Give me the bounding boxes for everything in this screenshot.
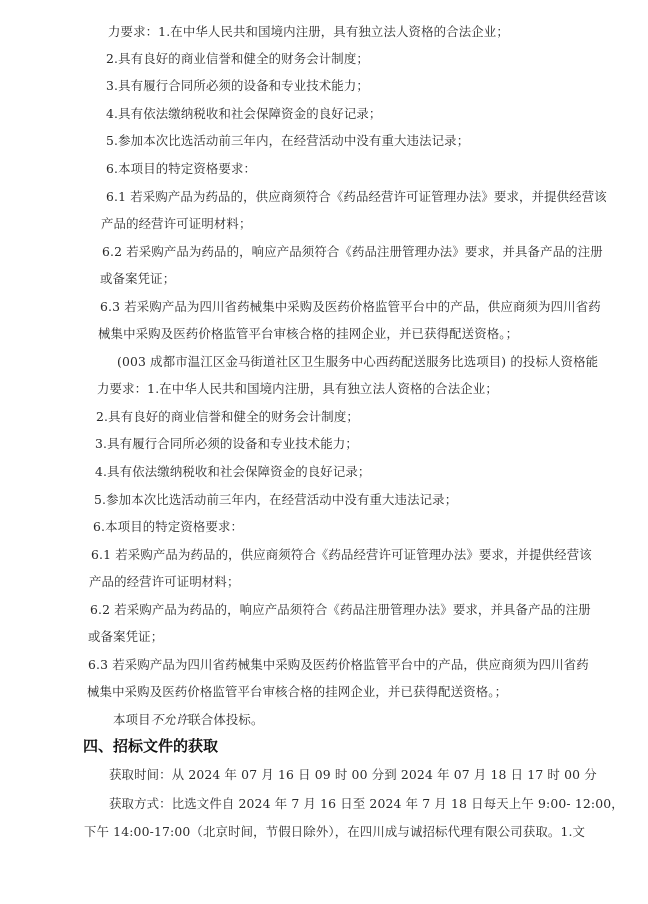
text-line: 6.2 若采购产品为药品的，响应产品须符合《药品注册管理办法》要求，并具备产品的注册 xyxy=(102,244,603,259)
consortium-suffix: 联合体投标。 xyxy=(188,712,264,727)
text-line: 3.具有履行合同所必须的设备和专业技术能力； xyxy=(106,78,369,93)
text-line: 2.具有良好的商业信誉和健全的财务会计制度； xyxy=(96,409,359,424)
text-line: 4.具有依法缴纳税收和社会保障资金的良好记录； xyxy=(106,106,382,121)
consortium-prefix: 本项目 xyxy=(113,712,151,727)
text-line: 产品的经营许可证明材料； xyxy=(89,574,240,589)
text-line: 6.3 若采购产品为四川省药械集中采购及医药价格监管平台中的产品，供应商须为四川省药 xyxy=(88,657,589,672)
text-line: 2.具有良好的商业信誉和健全的财务会计制度； xyxy=(106,51,369,66)
acquisition-time: 获取时间：从 2024 年 07 月 16 日 09 时 00 分到 2024 年 07 月 18 日 17 时 00 分 xyxy=(109,767,597,782)
text-line: 力要求：1.在中华人民共和国境内注册，具有独立法人资格的合法企业； xyxy=(97,381,498,396)
text-line: 产品的经营许可证明材料； xyxy=(101,216,252,231)
text-line: 5.参加本次比选活动前三年内，在经营活动中没有重大违法记录； xyxy=(106,133,470,148)
consortium-emphasis: 不允许 xyxy=(150,712,189,727)
text-line: 械集中采购及医药价格监管平台审核合格的挂网企业，并已获得配送资格。； xyxy=(87,684,508,699)
text-line: 6.3 若采购产品为四川省药械集中采购及医药价格监管平台中的产品，供应商须为四川省药 xyxy=(100,299,601,314)
section-heading: 四、招标文件的获取 xyxy=(83,737,219,755)
text-line: 6.本项目的特定资格要求： xyxy=(93,519,244,534)
acquisition-method: 获取方式：比选文件自 2024 年 7 月 16 日至 2024 年 7 月 18 日每天上午 9:00- 12:00， xyxy=(109,796,624,811)
text-line: (003 成都市温江区金马街道社区卫生服务中心西药配送服务比选项目) 的投标人资格能 xyxy=(117,354,599,369)
text-line: 5.参加本次比选活动前三年内，在经营活动中没有重大违法记录； xyxy=(94,492,458,507)
text-line: 4.具有依法缴纳税收和社会保障资金的良好记录； xyxy=(95,464,371,479)
text-line: 6.1 若采购产品为药品的，供应商须符合《药品经营许可证管理办法》要求，并提供经营该 xyxy=(91,547,592,562)
text-line: 力要求：1.在中华人民共和国境内注册，具有独立法人资格的合法企业； xyxy=(108,24,509,39)
text-line: 械集中采购及医药价格监管平台审核合格的挂网企业，并已获得配送资格。； xyxy=(98,326,519,341)
text-line: 6.本项目的特定资格要求： xyxy=(106,161,257,176)
consortium-line xyxy=(113,712,264,728)
text-line: 6.2 若采购产品为药品的，响应产品须符合《药品注册管理办法》要求，并具备产品的注册 xyxy=(90,602,591,617)
text-line: 或备案凭证； xyxy=(100,271,176,286)
text-line: 3.具有履行合同所必须的设备和专业技术能力； xyxy=(95,436,358,451)
text-line: 6.1 若采购产品为药品的，供应商须符合《药品经营许可证管理办法》要求，并提供经营该 xyxy=(106,189,607,204)
text-line: 或备案凭证； xyxy=(88,629,164,644)
acquisition-method: 下午 14:00-17:00（北京时间，节假日除外），在四川成与诚招标代理有限公司获取。1.文 xyxy=(84,824,586,839)
